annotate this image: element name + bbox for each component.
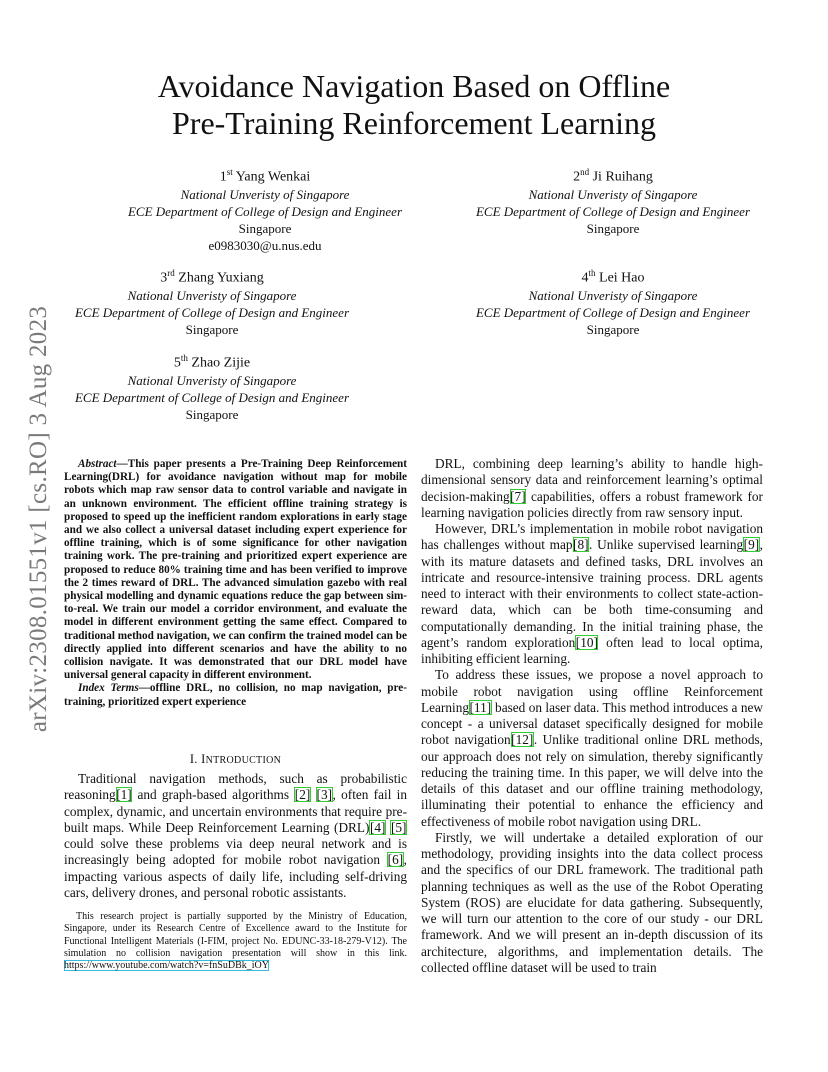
paragraph-proposal: To address these issues, we propose a novel approach to mobile robot navigation using offline Reinforcement Learning[11] based on laser data. This method introduces a new concept - a universal dataset specifically designed for mobile robot navigation[12]. Unlike traditional online DRL methods, our approach does not rely on simulation, thereby significantly reducing the training time. In this paper, we will delve into the details of this dataset and our offline training methodology, illuminating their potential to enhance the efficiency and effectiveness of mobile robot navigation using DRL. [421,667,763,829]
author-department: ECE Department of College of Design and Engineer [475,304,751,320]
author-block-3 [47,265,377,338]
right-column [421,456,763,976]
title-line-2: Pre-Training Reinforcement Learning [171,105,656,141]
citation-link[interactable]: [9] [743,537,760,553]
abstract-text: —This paper presents a Pre-Training Deep Reinforcement Learning(DRL) for avoidance navigation without map for mobile robots which map raw sensor data to control variable and navigate in an unknown environment. The efficient offline training strategy is proposed to speed up the inefficient random explorations in early stage and we also collect a universal dataset including expert experience for offline training, which is of some significance for other navigation training work. The pre-training and prioritized expert experience are proposed to reduce 80% training time and has been verified to improve the 2 times reward of DRL. The advanced simulation gazebo with real physical modelling and dynamic equations reduce the gap between sim-to-real. We train our model a corridor environment, and evaluate the model in different environment getting the same effect. Compared to traditional method navigation, we can confirm the trained model can be directly applied into different scenarios and have the ability to no collision navigate. It was demonstrated that our DRL model have universal general capacity in different environment. [64,458,407,682]
author-country: Singapore [586,321,640,337]
author-block-2 [448,164,778,237]
video-link[interactable]: https://www.youtube.com/watch?v=fnSuDBk_iOY [64,960,269,972]
author-country: Singapore [586,220,640,236]
citation-link[interactable]: [10] [575,634,598,650]
author-name: 2nd Ji Ruihang [573,167,653,185]
citation-link[interactable]: [4] [369,819,386,835]
section-heading-introduction: I. INTRODUCTION [189,752,282,766]
index-terms-label: Index Terms [78,682,139,695]
author-country: Singapore [185,321,239,337]
author-department: ECE Department of College of Design and Engineer [475,203,751,219]
paragraph-challenges: However, DRL’s implementation in mobile robot navigation has challenges without map[8]. Unlike supervised learning[9], with its mature datasets and defined tasks, DRL involves an intricate and resource-intensive training process. DRL agents need to interact with their environments to collect state-action-reward data, which can be both time-consuming and computationally demanding. In the initial training phase, the agent’s random exploration[10] often lead to local optima, inhibiting efficient learning. [421,521,763,666]
author-country: Singapore [185,406,239,422]
author-name: 1st Yang Wenkai [219,167,311,185]
intro-paragraph-left: Traditional navigation methods, such as probabilistic reasoning[1] and graph-based algorithms [2] [3], often fail in complex, dynamic, and uncertain environments that require pre-built maps. While Deep Reinforcement Learning (DRL)[4] [5] could solve these problems via deep neural network and is increasingly being adopted for mobile robot navigation [6], impacting various aspects of daily life, including self-driving cars, delivery drones, and personal robotic assistants. [64,771,407,900]
citation-link[interactable]: [2] [294,787,311,803]
author-department: ECE Department of College of Design and Engineer [74,304,350,320]
abstract-label: Abstract [78,458,117,470]
footnote-text: This research project is partially supported by the Ministry of Education, Singapore, under its Research Centre of Excellence award to the Institute for Functional Intelligent Materials (I-FIM, project No. EDUNC-33-18-279-V12). The simulation no collision navigation presentation will show in this link. [64,911,407,959]
citation-link[interactable]: [12] [511,732,534,748]
author-affiliation: National Unveristy of Singapore [127,287,297,303]
paragraph-methodology: Firstly, we will undertake a detailed exploration of our methodology, providing insights into the data collect process and the specifics of our DRL framework. The traditional path planning techniques as well as the use of the Robot Operating System (ROS) are elucidate for data gathering. Subsequently, we will turn our attention to the core of our study - our DRL framework. And we will present an in-depth discussion of its architecture, algorithms, and implementation details. The collected offline dataset will be used to train [421,829,763,975]
citation-link[interactable]: [5] [390,819,407,835]
author-block-1 [100,164,430,254]
author-email: e0983030@u.nus.edu [208,237,322,253]
footnote [64,911,407,972]
index-terms-text: —offline DRL, no collision, no map navigation, pre-training, prioritized expert experience [64,682,407,708]
author-affiliation: National Unveristy of Singapore [528,287,698,303]
author-name: 3rd Zhang Yuxiang [160,268,264,286]
paragraph-drl-intro: DRL, combining deep learning’s ability to handle high-dimensional sensory data and reinforcement learning’s optimal decision-making[7] capabilities, offers a robust framework for learning navigation policies directly from raw sensory input. [421,456,763,520]
author-name: 4th Lei Hao [581,268,645,286]
author-department: ECE Department of College of Design and Engineer [127,203,403,219]
paper-title [90,68,738,142]
arxiv-id-text: arXiv:2308.01551v1 [cs.RO] 3 Aug 2023 [25,305,53,733]
author-affiliation: National Unveristy of Singapore [528,186,698,202]
abstract [64,458,407,709]
author-block-5 [47,350,377,423]
citation-link[interactable]: [1] [116,787,132,803]
author-block-4 [448,265,778,338]
author-affiliation: National Unveristy of Singapore [180,186,350,202]
citation-link[interactable]: [11] [469,699,492,715]
author-name: 5th Zhao Zijie [173,353,251,371]
title-line-1: Avoidance Navigation Based on Offline [157,68,671,104]
citation-link[interactable]: [6] [387,852,404,868]
citation-link[interactable]: [8] [573,537,589,553]
author-department: ECE Department of College of Design and Engineer [74,389,350,405]
citation-link[interactable]: [3] [316,787,333,803]
citation-link[interactable]: [7] [510,488,526,504]
author-affiliation: National Unveristy of Singapore [127,372,297,388]
author-country: Singapore [238,220,292,236]
